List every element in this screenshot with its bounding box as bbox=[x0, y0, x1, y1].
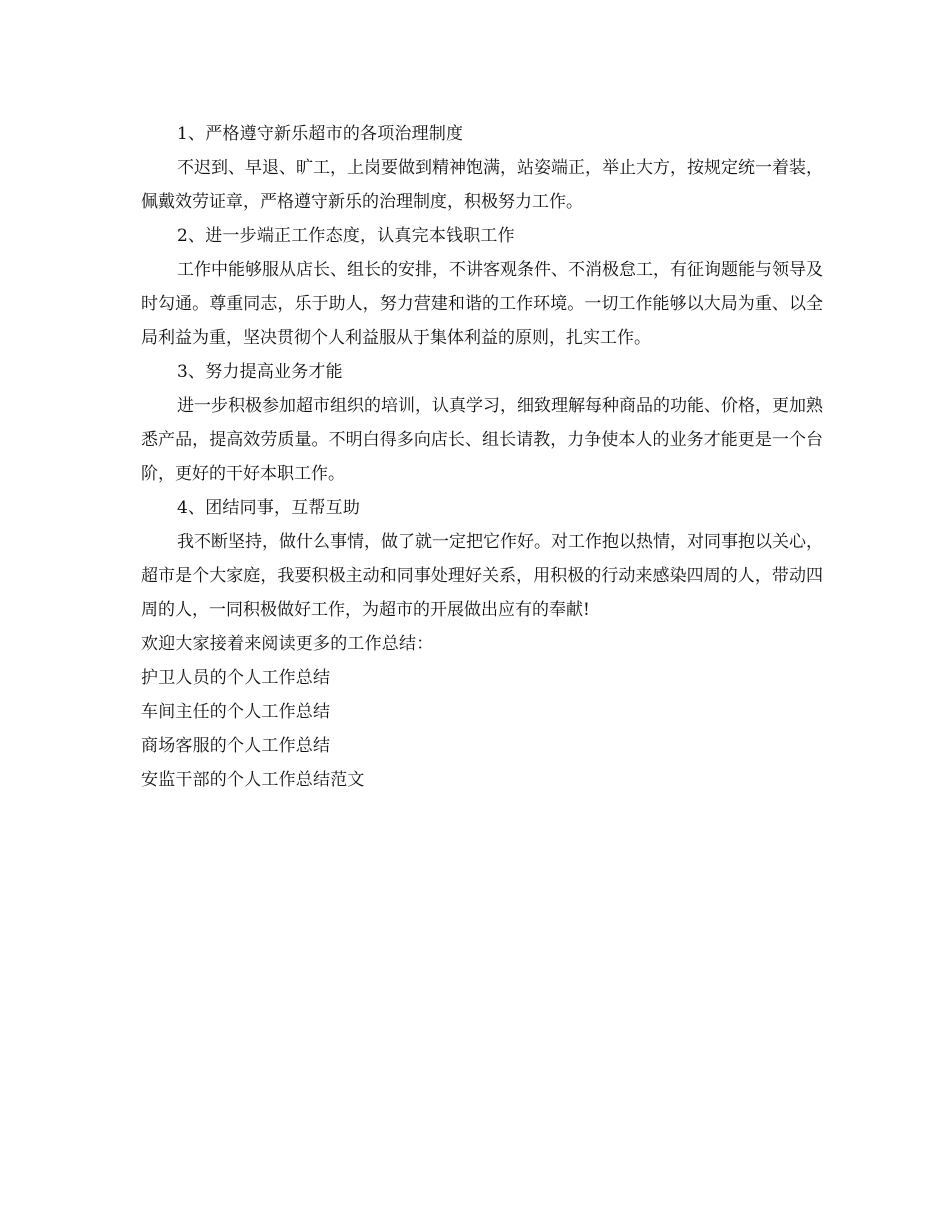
section-heading-2: 2、进一步端正工作态度，认真完本钱职工作 bbox=[177, 226, 515, 246]
section-heading-1: 1、严格遵守新乐超市的各项治理制度 bbox=[177, 124, 464, 144]
related-articles bbox=[141, 627, 823, 797]
section-body-1: 不迟到、早退、旷工，上岗要做到精神饱满，站姿端正，举止大方，按规定统一着装，佩戴效劳证章，严格遵守新乐的治理制度，积极努力工作。 bbox=[141, 158, 823, 212]
document-page bbox=[141, 117, 823, 797]
related-link-2[interactable]: 车间主任的个人工作总结 bbox=[141, 702, 331, 722]
section-heading-3: 3、努力提高业务才能 bbox=[177, 362, 343, 382]
related-link-4[interactable]: 安监干部的个人工作总结范文 bbox=[141, 770, 365, 790]
related-link-1[interactable]: 护卫人员的个人工作总结 bbox=[141, 668, 331, 688]
related-link-3[interactable]: 商场客服的个人工作总结 bbox=[141, 736, 331, 756]
related-intro: 欢迎大家接着来阅读更多的工作总结： bbox=[141, 634, 434, 654]
section-body-2: 工作中能够服从店长、组长的安排，不讲客观条件、不消极怠工，有征询题能与领导及时勾通。尊重同志，乐于助人，努力营建和谐的工作环境。一切工作能够以大局为重、以全局利益为重，坚决贯彻个人利益服从于集体利益的原则，扎实工作。 bbox=[141, 260, 823, 348]
section-heading-4: 4、团结同事，互帮互助 bbox=[177, 498, 361, 518]
section-body-3: 进一步积极参加超市组织的培训，认真学习，细致理解每种商品的功能、价格，更加熟悉产品，提高效劳质量。不明白得多向店长、组长请教，力争使本人的业务才能更是一个台阶，更好的干好本职工作。 bbox=[141, 396, 823, 484]
section-body-4: 我不断坚持，做什么事情，做了就一定把它作好。对工作抱以热情，对同事抱以关心，超市是个大家庭，我要积极主动和同事处理好关系，用积极的行动来感染四周的人，带动四周的人，一同积极做好工作，为超市的开展做出应有的奉献! bbox=[141, 532, 823, 620]
